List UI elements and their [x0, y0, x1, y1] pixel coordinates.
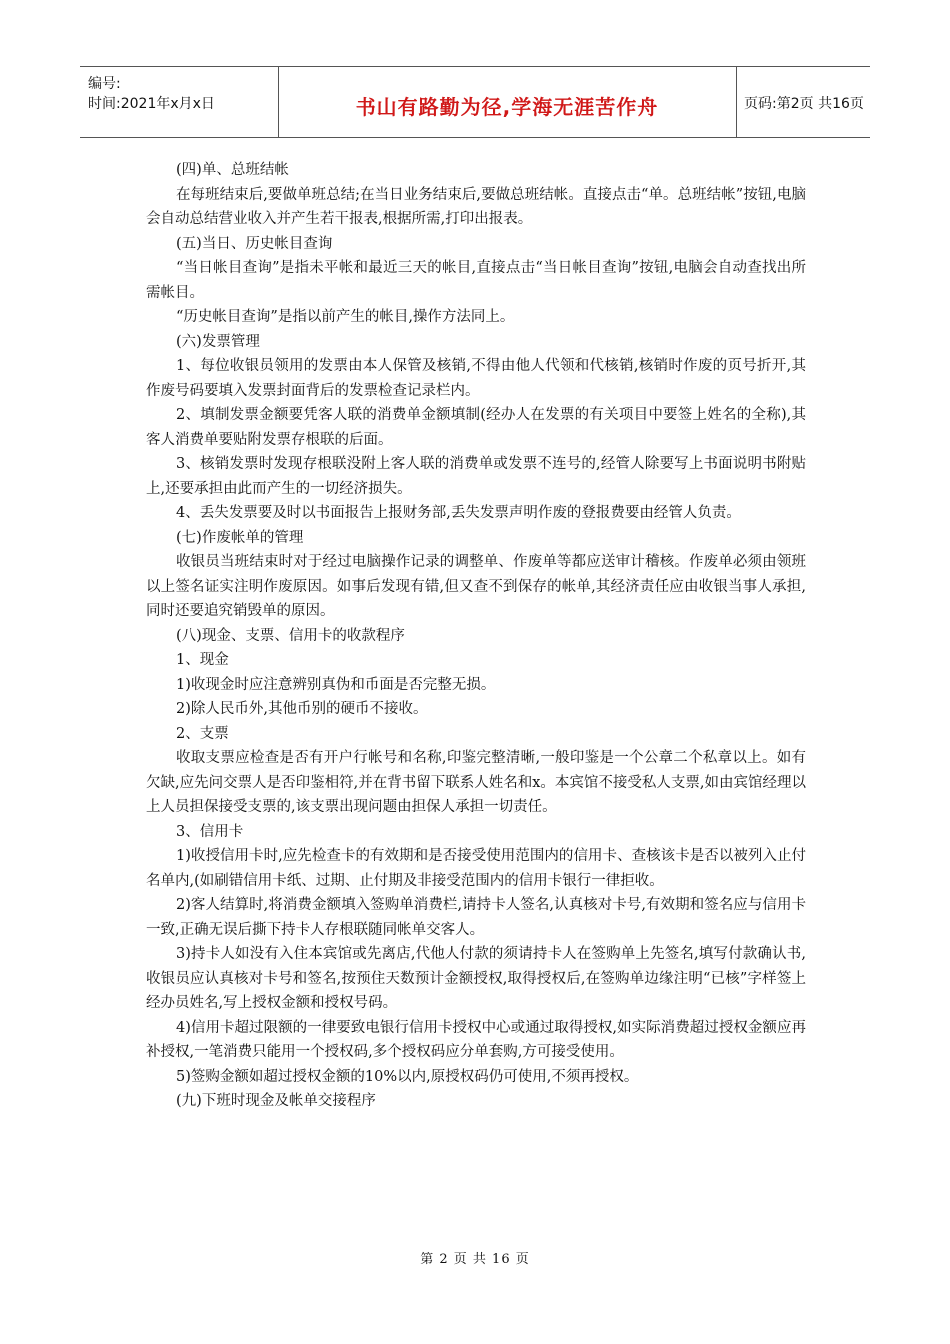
- paragraph: 收银员当班结束时对于经过电脑操作记录的调整单、作废单等都应送审计稽核。作废单必须由领班以上签名证实注明作废原因。如事后发现有错,但又查不到保存的帐单,其经济责任应由收银当事人承担,同时还要追究销毁单的原因。: [146, 554, 806, 619]
- subsection-heading: 1、现金: [176, 652, 229, 668]
- header-info-cell: [80, 67, 279, 137]
- header-page-info: 页码:第2页 共16页: [744, 96, 864, 112]
- subsection-heading: 2、支票: [176, 725, 229, 742]
- page-header: [80, 66, 870, 138]
- paragraph: 2)客人结算时,将消费金额填入签购单消费栏,请持卡人签名,认真核对卡号,有效期和签名应与信用卡一致,正确无误后撕下持卡人存根联随同帐单交客人。: [146, 897, 806, 938]
- paragraph: 3、核销发票时发现存根联没附上客人联的消费单或发票不连号的,经管人除要写上书面说明书附贴上,还要承担由此而产生的一切经济损失。: [146, 456, 806, 497]
- document-body: [146, 158, 806, 1114]
- paragraph: 收取支票应检查是否有开户行帐号和名称,印鉴完整清晰,一般印鉴是一个公章二个私章以上。如有欠缺,应先问交票人是否印鉴相符,并在背书留下联系人姓名和x。本宾馆不接受私人支票,如由宾馆经理以上人员担保接受支票的,该支票出现问题由担保人承担一切责任。: [146, 750, 807, 815]
- paragraph: 2)除人民币外,其他币别的硬币不接收。: [176, 701, 428, 717]
- paragraph: “历史帐目查询”是指以前产生的帐目,操作方法同上。: [176, 309, 515, 325]
- paragraph: 1)收授信用卡时,应先检查卡的有效期和是否接受使用范围内的信用卡、查核该卡是否以被列入止付名单内,(如刷错信用卡纸、过期、止付期及非接受范围内的信用卡银行一律拒收。: [146, 848, 806, 889]
- header-motto-cell: [278, 67, 737, 137]
- header-motto: 书山有路勤为径,学海无涯苦作舟: [355, 95, 659, 119]
- paragraph: 1)收现金时应注意辨别真伪和币面是否完整无损。: [176, 676, 496, 693]
- paragraph: 2、填制发票金额要凭客人联的消费单金额填制(经办人在发票的有关项目中要签上姓名的全称),其客人消费单要贴附发票存根联的后面。: [146, 407, 806, 448]
- section-heading: (六)发票管理: [176, 333, 260, 350]
- paragraph: 在每班结束后,要做单班总结;在当日业务结束后,要做总班结帐。直接点击“单。总班结帐”按钮,电脑会自动总结营业收入并产生若干报表,根据所需,打印出报表。: [146, 186, 806, 227]
- section-heading: (九)下班时现金及帐单交接程序: [176, 1093, 376, 1109]
- section-heading: (八)现金、支票、信用卡的收款程序: [176, 627, 405, 644]
- paragraph: 5)签购金额如超过授权金额的10%以内,原授权码仍可使用,不须再授权。: [176, 1068, 639, 1085]
- subsection-heading: 3、信用卡: [176, 823, 244, 840]
- document-number-label: 编号:: [88, 76, 121, 92]
- paragraph: 3)持卡人如没有入住本宾馆或先离店,代他人付款的须请持卡人在签购单上先签名,填写付款确认书,收银员应认真核对卡号和签名,按预住天数预计金额授权,取得授权后,在签购单边缘注明“已核”字样签上经办员姓名,写上授权金额和授权号码。: [146, 946, 806, 1011]
- header-page-cell: [736, 67, 870, 137]
- paragraph: “当日帐目查询”是指未平帐和最近三天的帐目,直接点击“当日帐目查询”按钮,电脑会自动查找出所需帐目。: [146, 260, 806, 301]
- paragraph: 1、每位收银员领用的发票由本人保管及核销,不得由他人代领和代核销,核销时作废的页号折开,其作废号码要填入发票封面背后的发票检查记录栏内。: [146, 358, 806, 399]
- section-heading: (五)当日、历史帐目查询: [176, 235, 333, 252]
- paragraph: 4)信用卡超过限额的一律要致电银行信用卡授权中心或通过取得授权,如实际消费超过授权金额应再补授权,一笔消费只能用一个授权码,多个授权码应分单套购,方可接受使用。: [146, 1019, 806, 1060]
- page-footer: 第 2 页 共 16 页: [420, 1252, 530, 1267]
- paragraph: 4、丢失发票要及时以书面报告上报财务部,丢失发票声明作废的登报费要由经管人负责。: [176, 505, 741, 521]
- section-heading: (七)作废帐单的管理: [176, 529, 304, 546]
- section-heading: (四)单、总班结帐: [176, 162, 289, 178]
- document-date: 时间:2021年x月x日: [88, 96, 215, 112]
